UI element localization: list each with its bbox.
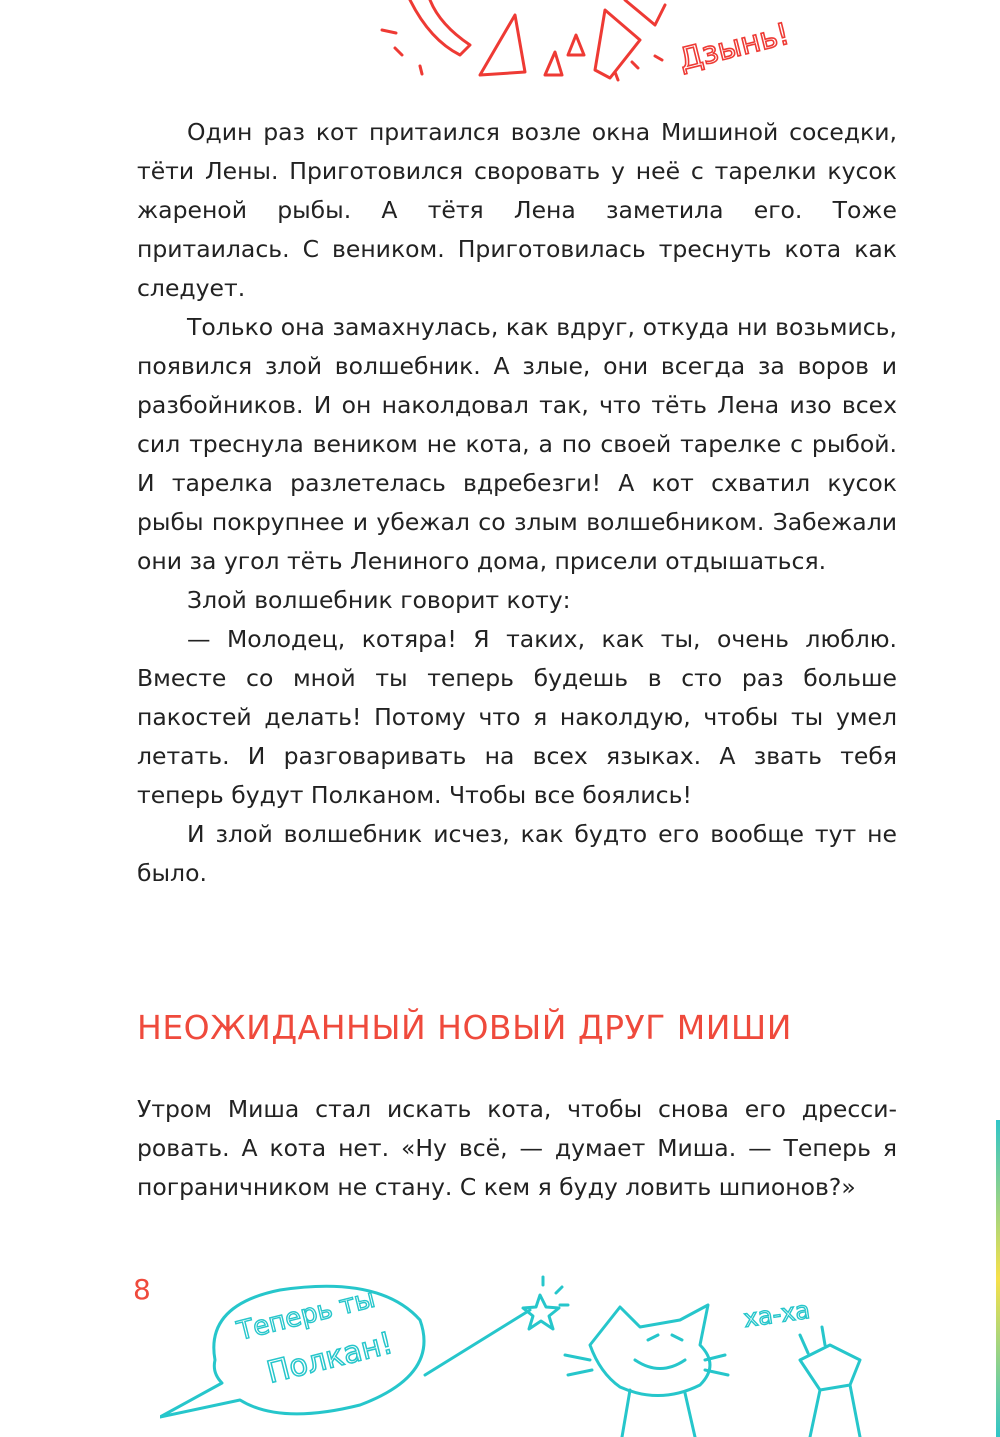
sound-effect-text: Дзынь! (675, 16, 794, 78)
paragraph: Злой волшебник говорит коту: (187, 586, 571, 614)
chapter-text (137, 1090, 897, 1207)
paragraph: — Молодец, котяра! Я таких, как ты, очень люблю. Вместе со мной ты теперь будешь в сто раз больше пакостей делать! Потому что я наколдую, чтобы ты умел летать. И разговаривать на всех языках. А звать тебя теперь будут Полканом. Чтобы все боялись! (137, 625, 897, 809)
star-icon (523, 1295, 559, 1329)
broken-plate-illustration (370, 0, 850, 90)
speech-bubble-line-2: Полкан! (263, 1325, 397, 1391)
story-text (137, 113, 897, 893)
speech-bubble-line-1: Теперь ты (234, 1283, 379, 1347)
paragraph: Утром Миша стал искать кота, чтобы снова его дрессировать. А кота нет. «Ну всё, — думает Миша. — Теперь я пограничником не стану. С кем я буду ловить шпионов?» (137, 1095, 897, 1201)
chapter-heading: НЕОЖИДАННЫЙ НОВЫЙ ДРУГ МИШИ (137, 1008, 792, 1047)
paragraph: И злой волшебник исчез, как будто его вообще тут не было. (137, 820, 897, 887)
page-edge-strip (996, 1120, 1000, 1437)
page-number: 8 (133, 1273, 151, 1306)
cat-head (590, 1305, 710, 1396)
wizard-cat-illustration (160, 1265, 880, 1437)
paragraph: Один раз кот притаился возле окна Мишиной соседки, тёти Лены. Приготовился своровать у неё с тарелки кусок жареной рыбы. А тётя Лена заметила его. Тоже притаилась. С веником. Приготовилась треснуть кота как следует. (137, 118, 897, 302)
paragraph: Только она замахнулась, как вдруг, откуда ни возьмись, появился злой волшебник. А злые, они всегда за воров и разбойников. И он наколдовал так, что тёть Лена изо всех сил треснула веником не кота, а по своей тарелке с рыбой. И тарелка разлетелась вдребезги! А кот схватил кусок рыбы покрупнее и убежал со злым волшебником. Забежали они за угол тёть Лениного дома, присели отдышаться. (137, 313, 897, 575)
laugh-text: ха-ха (741, 1295, 812, 1333)
